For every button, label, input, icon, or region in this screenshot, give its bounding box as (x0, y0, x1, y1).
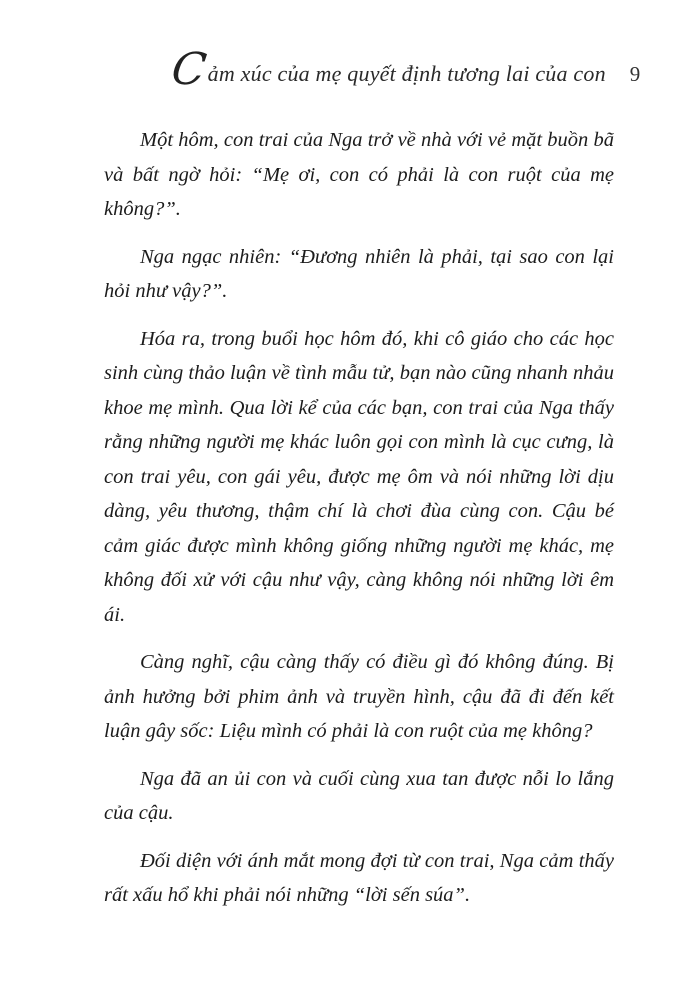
paragraph: Hóa ra, trong buổi học hôm đó, khi cô giáo cho các học sinh cùng thảo luận về tình mẫu tử, bạn nào cũng nhanh nhảu khoe mẹ mình. Qua lời kể của các bạn, con trai của Nga thấy rằng những người mẹ khác luôn gọi con mình là cục cưng, là con trai yêu, con gái yêu, được mẹ ôm và nói những lời dịu dàng, yêu thương, thậm chí là chơi đùa cùng con. Cậu bé cảm giác được mình không giống những người mẹ khác, mẹ không đối xử với cậu như vậy, càng không nói những lời êm ái. (104, 327, 614, 626)
paragraph: Đối diện với ánh mắt mong đợi từ con trai, Nga cảm thấy rất xấu hổ khi phải nói những “lời sến súa”. (104, 849, 614, 906)
running-header (168, 44, 641, 95)
paragraph: Nga ngạc nhiên: “Đương nhiên là phải, tại sao con lại hỏi như vậy?”. (104, 245, 614, 302)
header-dropcap: C (168, 44, 210, 95)
page-number: 9 (629, 62, 641, 86)
paragraph: Nga đã an ủi con và cuối cùng xua tan được nỗi lo lắng của cậu. (104, 767, 614, 824)
paragraph: Càng nghĩ, cậu càng thấy có điều gì đó không đúng. Bị ảnh hưởng bởi phim ảnh và truyền hình, cậu đã đi đến kết luận gây sốc: Liệu mình có phải là con ruột của mẹ không? (104, 651, 614, 742)
chapter-title: ảm xúc của mẹ quyết định tương lai của con (207, 61, 606, 86)
paragraph: Một hôm, con trai của Nga trở về nhà với vẻ mặt buồn bã và bất ngờ hỏi: “Mẹ ơi, con có phải là con ruột của mẹ không?”. (104, 129, 614, 220)
body-text (104, 123, 614, 926)
